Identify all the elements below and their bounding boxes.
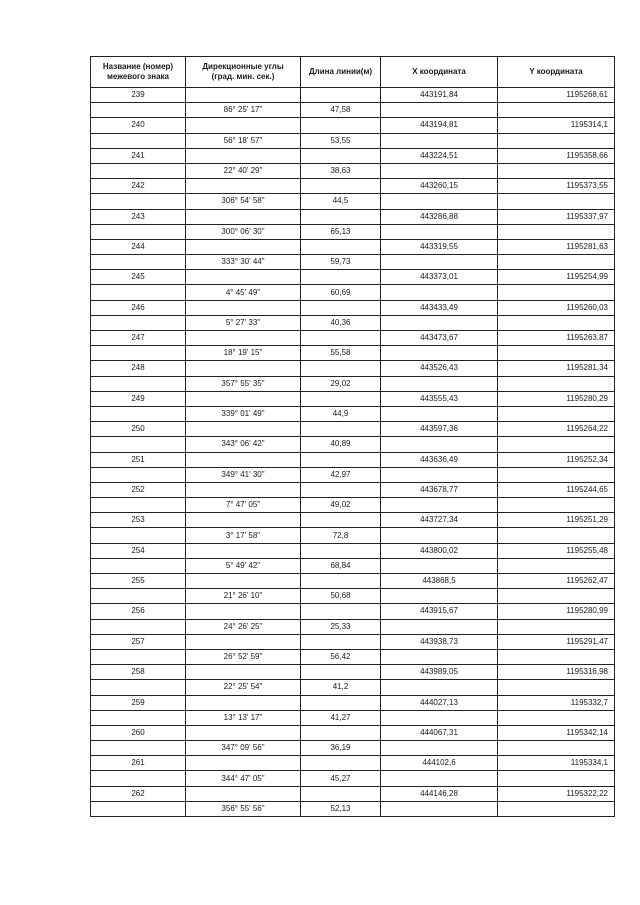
empty-cell [498, 528, 615, 543]
empty-cell [498, 163, 615, 178]
y-coordinate: 1195252,34 [498, 452, 615, 467]
y-coordinate: 1195316,98 [498, 665, 615, 680]
empty-cell [186, 665, 301, 680]
empty-cell [381, 285, 498, 300]
point-row [91, 179, 615, 194]
point-name: 242 [91, 179, 186, 194]
x-coordinate: 443555,43 [381, 391, 498, 406]
x-coordinate: 444146,28 [381, 786, 498, 801]
empty-cell [301, 239, 381, 254]
point-name: 262 [91, 786, 186, 801]
y-coordinate: 1195337,97 [498, 209, 615, 224]
segment-row [91, 255, 615, 270]
point-name: 260 [91, 725, 186, 740]
empty-cell [91, 376, 186, 391]
y-coordinate: 1195314,1 [498, 118, 615, 133]
empty-cell [498, 103, 615, 118]
point-name: 246 [91, 300, 186, 315]
empty-cell [301, 118, 381, 133]
line-length: 72,8 [301, 528, 381, 543]
empty-cell [381, 315, 498, 330]
line-length: 56,42 [301, 649, 381, 664]
direction-angle: 13° 13' 17" [186, 710, 301, 725]
point-name: 249 [91, 391, 186, 406]
point-row [91, 300, 615, 315]
empty-cell [381, 103, 498, 118]
segment-row [91, 103, 615, 118]
empty-cell [91, 710, 186, 725]
line-length: 25,33 [301, 619, 381, 634]
point-name: 244 [91, 239, 186, 254]
line-length: 40,36 [301, 315, 381, 330]
empty-cell [91, 103, 186, 118]
segment-row [91, 437, 615, 452]
point-name: 255 [91, 574, 186, 589]
point-name: 259 [91, 695, 186, 710]
empty-cell [498, 224, 615, 239]
empty-cell [91, 315, 186, 330]
x-coordinate: 443473,67 [381, 331, 498, 346]
empty-cell [91, 163, 186, 178]
empty-cell [381, 710, 498, 725]
table-body [91, 88, 615, 817]
direction-angle: 357° 55' 35" [186, 376, 301, 391]
empty-cell [91, 801, 186, 816]
direction-angle: 7° 47' 05" [186, 498, 301, 513]
empty-cell [186, 331, 301, 346]
empty-cell [301, 695, 381, 710]
segment-row [91, 467, 615, 482]
segment-row [91, 224, 615, 239]
empty-cell [498, 710, 615, 725]
empty-cell [381, 437, 498, 452]
empty-cell [186, 179, 301, 194]
empty-cell [498, 376, 615, 391]
x-coordinate: 443800,02 [381, 543, 498, 558]
y-coordinate: 1195264,22 [498, 422, 615, 437]
empty-cell [301, 148, 381, 163]
direction-angle: 344° 47' 05" [186, 771, 301, 786]
empty-cell [301, 361, 381, 376]
x-coordinate: 443597,36 [381, 422, 498, 437]
empty-cell [186, 604, 301, 619]
empty-cell [301, 604, 381, 619]
header-angle: Дирекционные углы (град. мин. сек.) [186, 57, 301, 88]
point-row [91, 88, 615, 103]
x-coordinate: 443989,05 [381, 665, 498, 680]
x-coordinate: 443373,01 [381, 270, 498, 285]
line-length: 50,68 [301, 589, 381, 604]
x-coordinate: 444027,13 [381, 695, 498, 710]
empty-cell [91, 649, 186, 664]
direction-angle: 22° 40' 29" [186, 163, 301, 178]
point-name: 251 [91, 452, 186, 467]
empty-cell [186, 300, 301, 315]
segment-row [91, 680, 615, 695]
line-length: 45,27 [301, 771, 381, 786]
empty-cell [498, 315, 615, 330]
empty-cell [186, 270, 301, 285]
segment-row [91, 315, 615, 330]
point-row [91, 482, 615, 497]
point-row [91, 604, 615, 619]
empty-cell [498, 255, 615, 270]
empty-cell [301, 422, 381, 437]
header-name: Название (номер) межевого знака [91, 57, 186, 88]
coordinates-table [90, 56, 615, 817]
y-coordinate: 1195251,29 [498, 513, 615, 528]
point-name: 254 [91, 543, 186, 558]
empty-cell [498, 619, 615, 634]
y-coordinate: 1195268,61 [498, 88, 615, 103]
line-length: 44,5 [301, 194, 381, 209]
segment-row [91, 346, 615, 361]
y-coordinate: 1195373,55 [498, 179, 615, 194]
empty-cell [186, 725, 301, 740]
x-coordinate: 443915,67 [381, 604, 498, 619]
empty-cell [91, 346, 186, 361]
y-coordinate: 1195281,63 [498, 239, 615, 254]
segment-row [91, 801, 615, 816]
x-coordinate: 443636,49 [381, 452, 498, 467]
empty-cell [381, 224, 498, 239]
direction-angle: 356° 55' 56" [186, 801, 301, 816]
header-x: X координата [381, 57, 498, 88]
point-row [91, 756, 615, 771]
empty-cell [381, 163, 498, 178]
segment-row [91, 133, 615, 148]
direction-angle: 349° 41' 30" [186, 467, 301, 482]
empty-cell [186, 513, 301, 528]
empty-cell [381, 619, 498, 634]
y-coordinate: 1195358,66 [498, 148, 615, 163]
y-coordinate: 1195280,99 [498, 604, 615, 619]
y-coordinate: 1195244,65 [498, 482, 615, 497]
y-coordinate: 1195280,29 [498, 391, 615, 406]
empty-cell [498, 285, 615, 300]
point-row [91, 634, 615, 649]
empty-cell [301, 300, 381, 315]
point-row [91, 695, 615, 710]
direction-angle: 26° 52' 59" [186, 649, 301, 664]
x-coordinate: 443319,55 [381, 239, 498, 254]
empty-cell [381, 680, 498, 695]
empty-cell [301, 725, 381, 740]
empty-cell [381, 467, 498, 482]
line-length: 42,97 [301, 467, 381, 482]
line-length: 44,9 [301, 406, 381, 421]
line-length: 47,58 [301, 103, 381, 118]
y-coordinate: 1195254,99 [498, 270, 615, 285]
empty-cell [381, 528, 498, 543]
empty-cell [498, 467, 615, 482]
point-row [91, 270, 615, 285]
empty-cell [186, 239, 301, 254]
point-row [91, 725, 615, 740]
empty-cell [186, 118, 301, 133]
empty-cell [301, 665, 381, 680]
y-coordinate: 1195263,87 [498, 331, 615, 346]
y-coordinate: 1195262,47 [498, 574, 615, 589]
direction-angle: 3° 17' 58" [186, 528, 301, 543]
point-row [91, 391, 615, 406]
empty-cell [381, 801, 498, 816]
segment-row [91, 710, 615, 725]
empty-cell [91, 619, 186, 634]
x-coordinate: 443678,77 [381, 482, 498, 497]
direction-angle: 22° 25' 54" [186, 680, 301, 695]
x-coordinate: 443433,49 [381, 300, 498, 315]
empty-cell [498, 498, 615, 513]
header-row [91, 57, 615, 88]
y-coordinate: 1195255,48 [498, 543, 615, 558]
segment-row [91, 163, 615, 178]
empty-cell [381, 649, 498, 664]
empty-cell [91, 467, 186, 482]
point-row [91, 148, 615, 163]
segment-row [91, 619, 615, 634]
direction-angle: 86° 25' 17" [186, 103, 301, 118]
point-name: 257 [91, 634, 186, 649]
empty-cell [498, 589, 615, 604]
line-length: 59,73 [301, 255, 381, 270]
segment-row [91, 558, 615, 573]
header-length: Длина линии(м) [301, 57, 381, 88]
line-length: 41,27 [301, 710, 381, 725]
x-coordinate: 443224,51 [381, 148, 498, 163]
empty-cell [498, 194, 615, 209]
direction-angle: 306° 54' 58" [186, 194, 301, 209]
empty-cell [498, 801, 615, 816]
point-name: 253 [91, 513, 186, 528]
x-coordinate: 444067,31 [381, 725, 498, 740]
point-name: 256 [91, 604, 186, 619]
line-length: 65,13 [301, 224, 381, 239]
empty-cell [498, 649, 615, 664]
point-row [91, 361, 615, 376]
x-coordinate: 444102,6 [381, 756, 498, 771]
empty-cell [91, 406, 186, 421]
empty-cell [498, 558, 615, 573]
empty-cell [381, 255, 498, 270]
y-coordinate: 1195342,14 [498, 725, 615, 740]
x-coordinate: 443194,81 [381, 118, 498, 133]
empty-cell [301, 270, 381, 285]
empty-cell [498, 771, 615, 786]
empty-cell [381, 498, 498, 513]
empty-cell [91, 498, 186, 513]
empty-cell [91, 741, 186, 756]
point-row [91, 452, 615, 467]
empty-cell [186, 786, 301, 801]
header-y: Y координата [498, 57, 615, 88]
segment-row [91, 376, 615, 391]
y-coordinate: 1195322,22 [498, 786, 615, 801]
segment-row [91, 194, 615, 209]
direction-angle: 5° 27' 33" [186, 315, 301, 330]
empty-cell [186, 695, 301, 710]
y-coordinate: 1195281,34 [498, 361, 615, 376]
empty-cell [301, 574, 381, 589]
empty-cell [301, 786, 381, 801]
line-length: 38,63 [301, 163, 381, 178]
segment-row [91, 741, 615, 756]
empty-cell [498, 741, 615, 756]
empty-cell [91, 285, 186, 300]
empty-cell [381, 558, 498, 573]
point-row [91, 209, 615, 224]
direction-angle: 56° 18' 57" [186, 133, 301, 148]
point-name: 240 [91, 118, 186, 133]
direction-angle: 300° 06' 30" [186, 224, 301, 239]
direction-angle: 333° 30' 44" [186, 255, 301, 270]
empty-cell [381, 194, 498, 209]
empty-cell [381, 741, 498, 756]
line-length: 52,13 [301, 801, 381, 816]
direction-angle: 4° 45' 49" [186, 285, 301, 300]
x-coordinate: 443868,5 [381, 574, 498, 589]
point-name: 245 [91, 270, 186, 285]
empty-cell [498, 406, 615, 421]
direction-angle: 343° 06' 42" [186, 437, 301, 452]
segment-row [91, 498, 615, 513]
empty-cell [381, 771, 498, 786]
direction-angle: 5° 49' 42" [186, 558, 301, 573]
empty-cell [186, 756, 301, 771]
empty-cell [186, 209, 301, 224]
x-coordinate: 443727,34 [381, 513, 498, 528]
segment-row [91, 285, 615, 300]
empty-cell [91, 224, 186, 239]
y-coordinate: 1195332,7 [498, 695, 615, 710]
empty-cell [91, 437, 186, 452]
line-length: 29,02 [301, 376, 381, 391]
point-row [91, 786, 615, 801]
empty-cell [301, 88, 381, 103]
line-length: 60,69 [301, 285, 381, 300]
empty-cell [301, 179, 381, 194]
empty-cell [381, 376, 498, 391]
x-coordinate: 443526,43 [381, 361, 498, 376]
line-length: 49,02 [301, 498, 381, 513]
empty-cell [301, 482, 381, 497]
line-length: 36,19 [301, 741, 381, 756]
empty-cell [301, 513, 381, 528]
empty-cell [186, 452, 301, 467]
empty-cell [301, 391, 381, 406]
y-coordinate: 1195334,1 [498, 756, 615, 771]
empty-cell [91, 589, 186, 604]
empty-cell [186, 422, 301, 437]
point-name: 250 [91, 422, 186, 437]
empty-cell [91, 255, 186, 270]
empty-cell [91, 133, 186, 148]
empty-cell [186, 482, 301, 497]
empty-cell [381, 589, 498, 604]
empty-cell [381, 406, 498, 421]
empty-cell [186, 634, 301, 649]
line-length: 68,84 [301, 558, 381, 573]
empty-cell [498, 437, 615, 452]
empty-cell [91, 194, 186, 209]
point-row [91, 543, 615, 558]
empty-cell [186, 574, 301, 589]
y-coordinate: 1195291,47 [498, 634, 615, 649]
point-row [91, 665, 615, 680]
empty-cell [381, 346, 498, 361]
line-length: 41,2 [301, 680, 381, 695]
empty-cell [186, 543, 301, 558]
empty-cell [91, 680, 186, 695]
x-coordinate: 443938,73 [381, 634, 498, 649]
empty-cell [186, 361, 301, 376]
line-length: 55,58 [301, 346, 381, 361]
direction-angle: 347° 09' 56" [186, 741, 301, 756]
empty-cell [301, 331, 381, 346]
point-row [91, 574, 615, 589]
empty-cell [301, 452, 381, 467]
empty-cell [301, 209, 381, 224]
line-length: 40,89 [301, 437, 381, 452]
segment-row [91, 589, 615, 604]
point-row [91, 118, 615, 133]
segment-row [91, 528, 615, 543]
empty-cell [186, 391, 301, 406]
empty-cell [498, 346, 615, 361]
empty-cell [498, 133, 615, 148]
empty-cell [186, 88, 301, 103]
point-name: 261 [91, 756, 186, 771]
direction-angle: 24° 26' 25" [186, 619, 301, 634]
point-row [91, 239, 615, 254]
empty-cell [301, 756, 381, 771]
point-name: 247 [91, 331, 186, 346]
point-row [91, 331, 615, 346]
direction-angle: 21° 26' 10" [186, 589, 301, 604]
y-coordinate: 1195260,03 [498, 300, 615, 315]
empty-cell [91, 528, 186, 543]
direction-angle: 339° 01' 49" [186, 406, 301, 421]
point-row [91, 422, 615, 437]
empty-cell [498, 680, 615, 695]
segment-row [91, 771, 615, 786]
empty-cell [301, 634, 381, 649]
segment-row [91, 406, 615, 421]
empty-cell [186, 148, 301, 163]
point-name: 248 [91, 361, 186, 376]
empty-cell [91, 558, 186, 573]
point-name: 241 [91, 148, 186, 163]
point-name: 258 [91, 665, 186, 680]
point-name: 239 [91, 88, 186, 103]
line-length: 53,55 [301, 133, 381, 148]
empty-cell [381, 133, 498, 148]
direction-angle: 18° 19' 15" [186, 346, 301, 361]
x-coordinate: 443286,88 [381, 209, 498, 224]
x-coordinate: 443191,84 [381, 88, 498, 103]
empty-cell [301, 543, 381, 558]
point-name: 252 [91, 482, 186, 497]
point-name: 243 [91, 209, 186, 224]
empty-cell [91, 771, 186, 786]
point-row [91, 513, 615, 528]
segment-row [91, 649, 615, 664]
x-coordinate: 443260,15 [381, 179, 498, 194]
